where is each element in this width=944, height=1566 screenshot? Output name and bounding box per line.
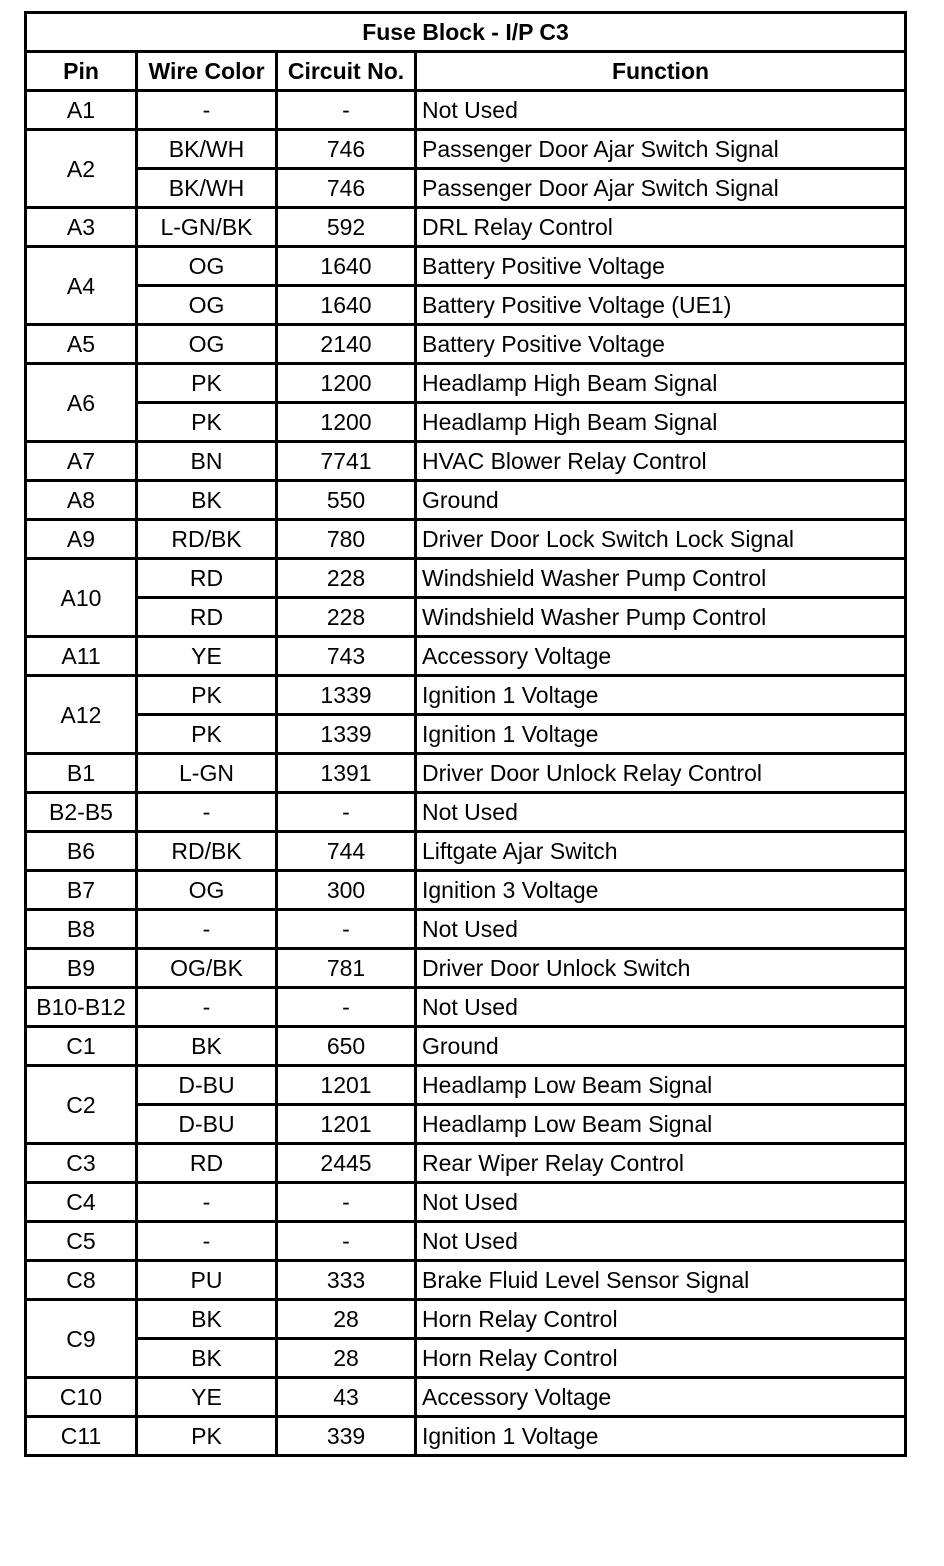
pin-cell: B8 <box>26 910 137 949</box>
pin-cell: B6 <box>26 832 137 871</box>
circuit-cell: - <box>277 988 416 1027</box>
pin-cell: B9 <box>26 949 137 988</box>
circuit-cell: 28 <box>277 1339 416 1378</box>
table-row <box>26 598 906 637</box>
function-cell: Headlamp Low Beam Signal <box>416 1105 906 1144</box>
function-cell: Ground <box>416 481 906 520</box>
pin-cell: C3 <box>26 1144 137 1183</box>
table-row <box>26 520 906 559</box>
circuit-cell: 1391 <box>277 754 416 793</box>
circuit-cell: 1640 <box>277 286 416 325</box>
wire-color-cell: OG <box>137 325 277 364</box>
circuit-cell: 592 <box>277 208 416 247</box>
wire-color-cell: YE <box>137 1378 277 1417</box>
table-row <box>26 1105 906 1144</box>
pin-cell: A9 <box>26 520 137 559</box>
circuit-cell: 1339 <box>277 715 416 754</box>
wire-color-cell: PK <box>137 715 277 754</box>
pin-cell: A7 <box>26 442 137 481</box>
circuit-cell: 339 <box>277 1417 416 1456</box>
wire-color-cell: PK <box>137 676 277 715</box>
pin-cell: A8 <box>26 481 137 520</box>
table-row <box>26 715 906 754</box>
wire-color-cell: - <box>137 91 277 130</box>
function-cell: Not Used <box>416 988 906 1027</box>
function-cell: Not Used <box>416 1222 906 1261</box>
header-function: Function <box>416 52 906 91</box>
circuit-cell: 650 <box>277 1027 416 1066</box>
function-cell: Passenger Door Ajar Switch Signal <box>416 169 906 208</box>
pin-cell: B7 <box>26 871 137 910</box>
pin-cell: A1 <box>26 91 137 130</box>
wire-color-cell: RD <box>137 559 277 598</box>
wire-color-cell: PK <box>137 364 277 403</box>
circuit-cell: 43 <box>277 1378 416 1417</box>
function-cell: Windshield Washer Pump Control <box>416 598 906 637</box>
circuit-cell: 28 <box>277 1300 416 1339</box>
table-row <box>26 1183 906 1222</box>
header-circuit-no: Circuit No. <box>277 52 416 91</box>
table-row <box>26 559 906 598</box>
wire-color-cell: - <box>137 910 277 949</box>
circuit-cell: 228 <box>277 598 416 637</box>
function-cell: Rear Wiper Relay Control <box>416 1144 906 1183</box>
circuit-cell: 744 <box>277 832 416 871</box>
pin-cell: B10-B12 <box>26 988 137 1027</box>
table-row <box>26 1222 906 1261</box>
function-cell: DRL Relay Control <box>416 208 906 247</box>
table-row <box>26 676 906 715</box>
pin-cell: C11 <box>26 1417 137 1456</box>
circuit-cell: 1200 <box>277 364 416 403</box>
circuit-cell: 550 <box>277 481 416 520</box>
function-cell: Driver Door Unlock Switch <box>416 949 906 988</box>
title-row <box>26 13 906 52</box>
pin-cell: A10 <box>26 559 137 637</box>
table-row <box>26 949 906 988</box>
table-row <box>26 1417 906 1456</box>
table-row <box>26 169 906 208</box>
table-row <box>26 481 906 520</box>
circuit-cell: 333 <box>277 1261 416 1300</box>
pin-cell: C5 <box>26 1222 137 1261</box>
circuit-cell: - <box>277 910 416 949</box>
function-cell: Not Used <box>416 910 906 949</box>
function-cell: Ignition 3 Voltage <box>416 871 906 910</box>
circuit-cell: 743 <box>277 637 416 676</box>
pin-cell: C10 <box>26 1378 137 1417</box>
table-row <box>26 1144 906 1183</box>
function-cell: Not Used <box>416 91 906 130</box>
function-cell: Passenger Door Ajar Switch Signal <box>416 130 906 169</box>
function-cell: Driver Door Lock Switch Lock Signal <box>416 520 906 559</box>
circuit-cell: 1200 <box>277 403 416 442</box>
function-cell: Not Used <box>416 1183 906 1222</box>
wire-color-cell: BK/WH <box>137 169 277 208</box>
wire-color-cell: OG/BK <box>137 949 277 988</box>
wire-color-cell: BK <box>137 1339 277 1378</box>
wire-color-cell: BK <box>137 481 277 520</box>
table-row <box>26 1300 906 1339</box>
function-cell: Battery Positive Voltage <box>416 325 906 364</box>
table-row <box>26 637 906 676</box>
pin-cell: B2-B5 <box>26 793 137 832</box>
wire-color-cell: PU <box>137 1261 277 1300</box>
table-row <box>26 793 906 832</box>
function-cell: Ground <box>416 1027 906 1066</box>
wire-color-cell: RD <box>137 1144 277 1183</box>
function-cell: Accessory Voltage <box>416 637 906 676</box>
circuit-cell: 1339 <box>277 676 416 715</box>
pin-cell: C2 <box>26 1066 137 1144</box>
pin-cell: C1 <box>26 1027 137 1066</box>
circuit-cell: 2140 <box>277 325 416 364</box>
table-row <box>26 208 906 247</box>
wire-color-cell: BN <box>137 442 277 481</box>
circuit-cell: - <box>277 1222 416 1261</box>
table-row <box>26 286 906 325</box>
function-cell: Brake Fluid Level Sensor Signal <box>416 1261 906 1300</box>
circuit-cell: 1201 <box>277 1105 416 1144</box>
circuit-cell: 2445 <box>277 1144 416 1183</box>
table-row <box>26 442 906 481</box>
table-row <box>26 832 906 871</box>
wire-color-cell: BK <box>137 1027 277 1066</box>
table-row <box>26 364 906 403</box>
wire-color-cell: RD <box>137 598 277 637</box>
circuit-cell: 7741 <box>277 442 416 481</box>
function-cell: Liftgate Ajar Switch <box>416 832 906 871</box>
wire-color-cell: YE <box>137 637 277 676</box>
table-title: Fuse Block - I/P C3 <box>26 13 906 52</box>
table-row <box>26 1027 906 1066</box>
function-cell: Windshield Washer Pump Control <box>416 559 906 598</box>
pin-cell: C8 <box>26 1261 137 1300</box>
fuse-block-table <box>24 11 907 1457</box>
pin-cell: C4 <box>26 1183 137 1222</box>
function-cell: Horn Relay Control <box>416 1300 906 1339</box>
function-cell: Not Used <box>416 793 906 832</box>
pin-cell: A2 <box>26 130 137 208</box>
table-row <box>26 130 906 169</box>
circuit-cell: - <box>277 793 416 832</box>
header-row <box>26 52 906 91</box>
table-row <box>26 247 906 286</box>
function-cell: Driver Door Unlock Relay Control <box>416 754 906 793</box>
function-cell: Headlamp High Beam Signal <box>416 364 906 403</box>
circuit-cell: 228 <box>277 559 416 598</box>
table-row <box>26 754 906 793</box>
function-cell: Battery Positive Voltage <box>416 247 906 286</box>
header-pin: Pin <box>26 52 137 91</box>
table-row <box>26 403 906 442</box>
wire-color-cell: BK <box>137 1300 277 1339</box>
table-row <box>26 325 906 364</box>
wire-color-cell: - <box>137 988 277 1027</box>
pin-cell: A6 <box>26 364 137 442</box>
wire-color-cell: - <box>137 1183 277 1222</box>
wire-color-cell: BK/WH <box>137 130 277 169</box>
circuit-cell: 1640 <box>277 247 416 286</box>
table-row <box>26 1339 906 1378</box>
table-row <box>26 871 906 910</box>
wire-color-cell: L-GN/BK <box>137 208 277 247</box>
function-cell: Battery Positive Voltage (UE1) <box>416 286 906 325</box>
function-cell: Headlamp High Beam Signal <box>416 403 906 442</box>
wire-color-cell: RD/BK <box>137 832 277 871</box>
function-cell: Ignition 1 Voltage <box>416 676 906 715</box>
circuit-cell: 300 <box>277 871 416 910</box>
table-row <box>26 988 906 1027</box>
circuit-cell: 1201 <box>277 1066 416 1105</box>
wire-color-cell: PK <box>137 1417 277 1456</box>
wire-color-cell: - <box>137 793 277 832</box>
wire-color-cell: OG <box>137 871 277 910</box>
function-cell: Ignition 1 Voltage <box>416 715 906 754</box>
table-row <box>26 910 906 949</box>
wire-color-cell: - <box>137 1222 277 1261</box>
wire-color-cell: D-BU <box>137 1066 277 1105</box>
pin-cell: A11 <box>26 637 137 676</box>
function-cell: Accessory Voltage <box>416 1378 906 1417</box>
wire-color-cell: OG <box>137 286 277 325</box>
table-row <box>26 1066 906 1105</box>
circuit-cell: - <box>277 91 416 130</box>
wire-color-cell: RD/BK <box>137 520 277 559</box>
table-row <box>26 1378 906 1417</box>
circuit-cell: 746 <box>277 169 416 208</box>
table-row <box>26 1261 906 1300</box>
circuit-cell: 780 <box>277 520 416 559</box>
header-wire-color: Wire Color <box>137 52 277 91</box>
table-row <box>26 91 906 130</box>
pin-cell: A12 <box>26 676 137 754</box>
wire-color-cell: PK <box>137 403 277 442</box>
pin-cell: A4 <box>26 247 137 325</box>
wire-color-cell: D-BU <box>137 1105 277 1144</box>
pin-cell: A5 <box>26 325 137 364</box>
circuit-cell: 781 <box>277 949 416 988</box>
wire-color-cell: OG <box>137 247 277 286</box>
circuit-cell: - <box>277 1183 416 1222</box>
function-cell: Headlamp Low Beam Signal <box>416 1066 906 1105</box>
wire-color-cell: L-GN <box>137 754 277 793</box>
function-cell: Ignition 1 Voltage <box>416 1417 906 1456</box>
pin-cell: C9 <box>26 1300 137 1378</box>
function-cell: Horn Relay Control <box>416 1339 906 1378</box>
function-cell: HVAC Blower Relay Control <box>416 442 906 481</box>
pin-cell: B1 <box>26 754 137 793</box>
pin-cell: A3 <box>26 208 137 247</box>
circuit-cell: 746 <box>277 130 416 169</box>
